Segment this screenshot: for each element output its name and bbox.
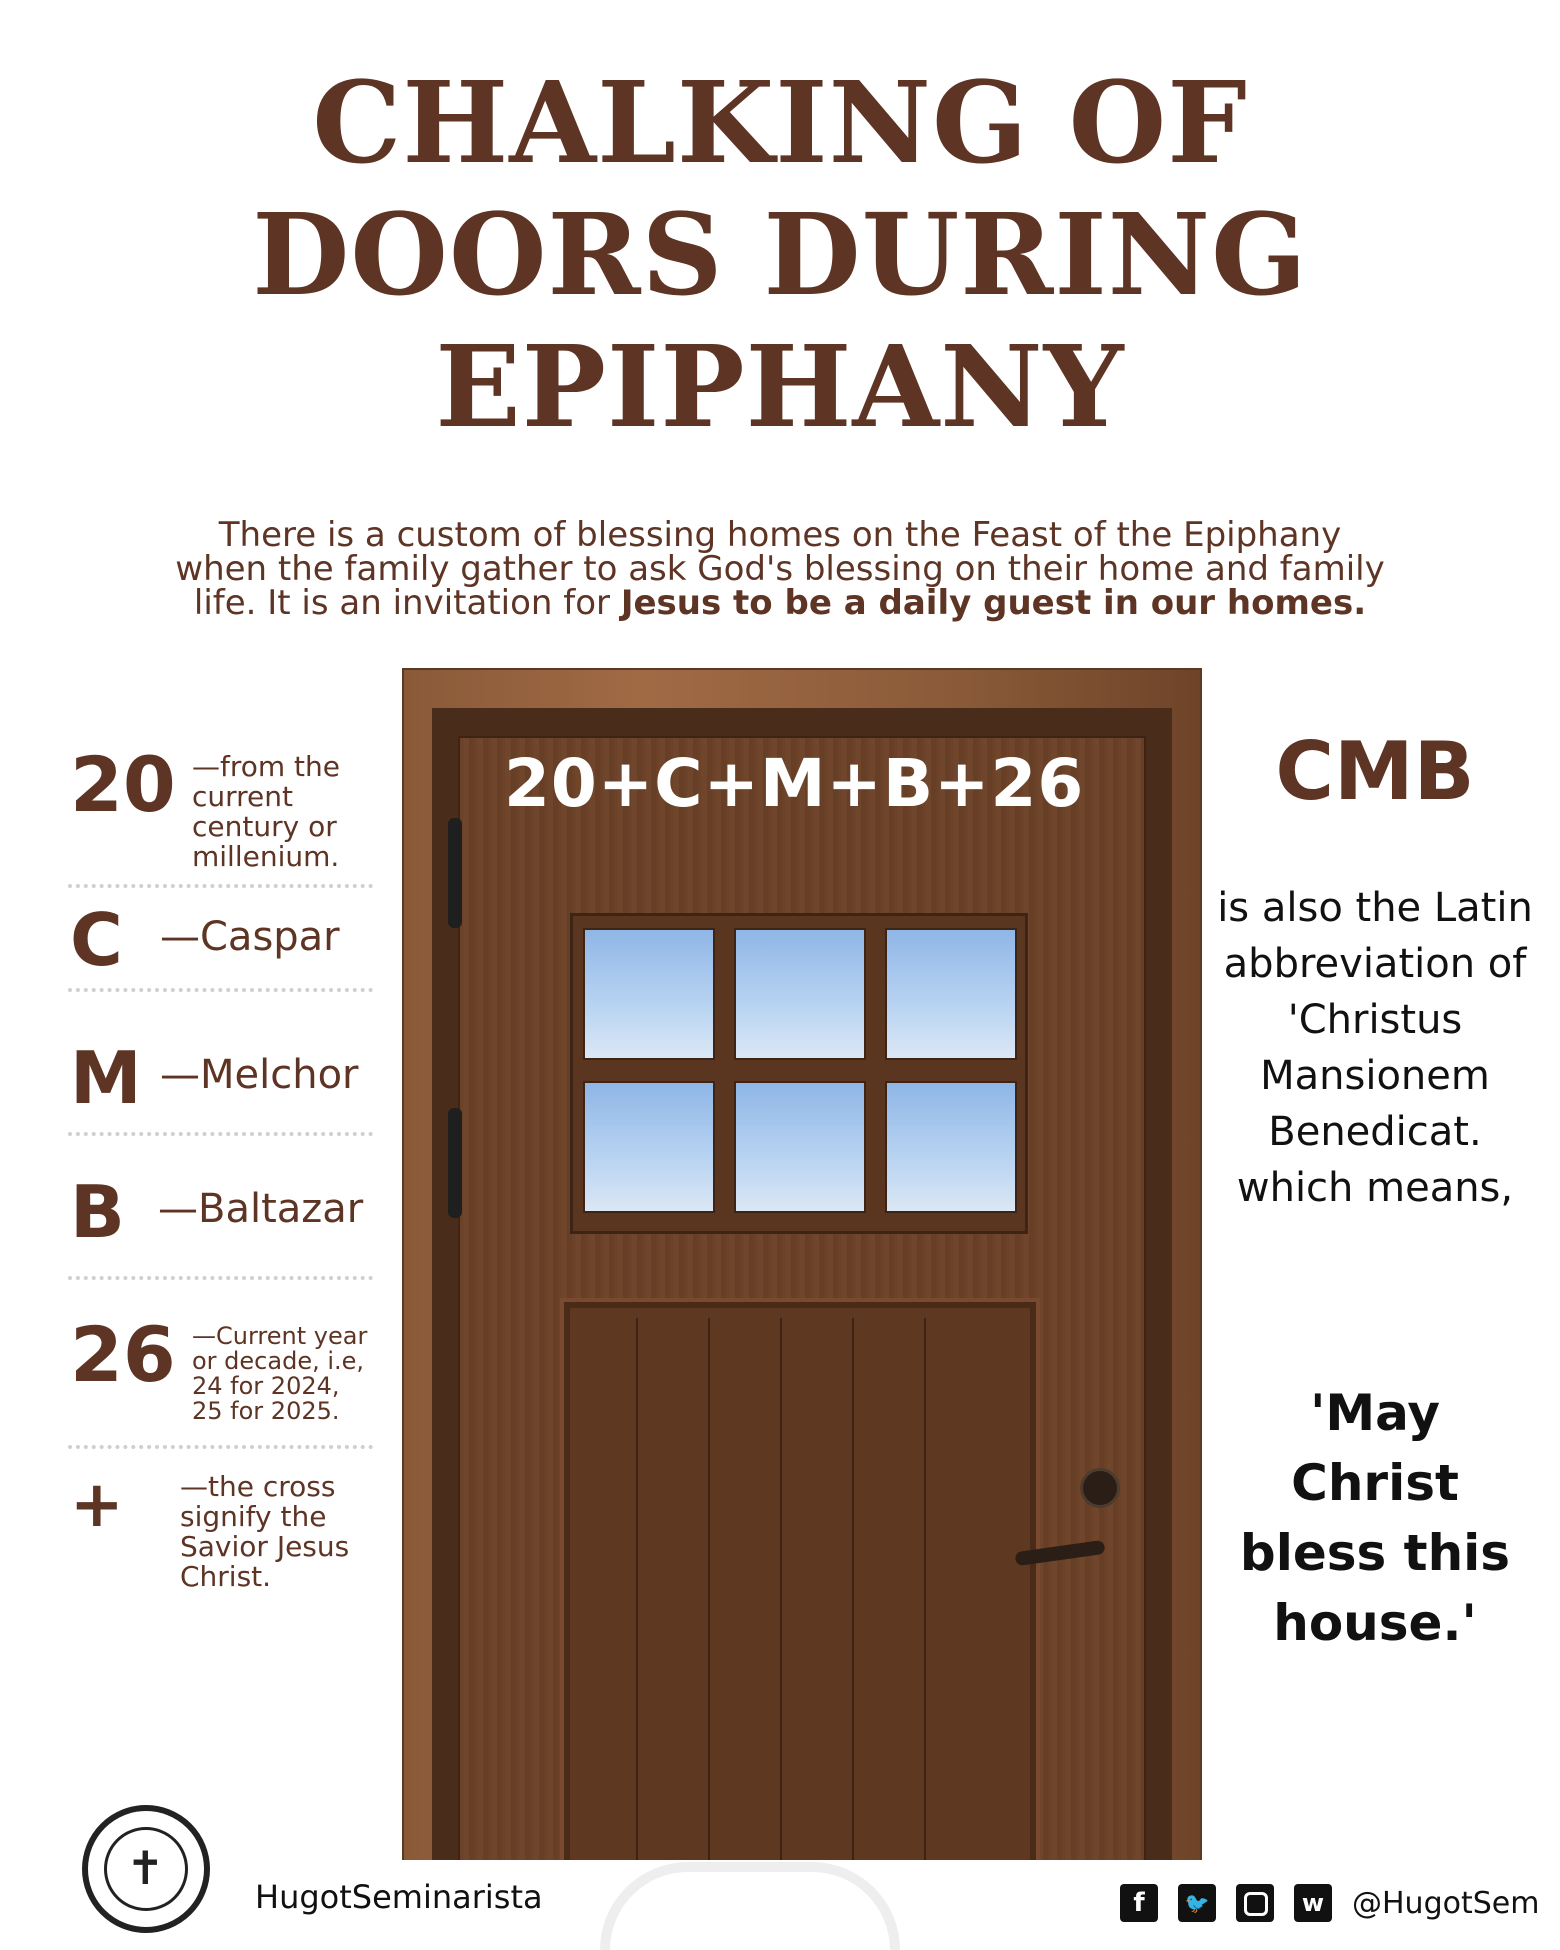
title-line-2: DOORS DURING (252, 190, 1308, 321)
legend-text: —from the current century or millenium. (192, 750, 341, 873)
legend-text: —Current year or decade, i.e, 24 for 2024, 25 for 2025. (192, 1322, 368, 1425)
legend-item-20 (70, 740, 375, 880)
panel-groove (852, 1318, 854, 1920)
cross-icon: ✝ (126, 1841, 165, 1895)
panel-groove (924, 1318, 926, 1920)
instagram-icon[interactable] (1236, 1884, 1274, 1922)
title-line-1: CHALKING OF (312, 58, 1248, 189)
divider (68, 1132, 373, 1136)
intro-line-3-plain: life. It is an invitation for (193, 583, 621, 623)
window-pane (583, 928, 715, 1060)
intro-line-3-bold: Jesus to be a daily guest in our homes. (620, 583, 1367, 623)
hinge-icon (448, 818, 462, 928)
panel-groove (636, 1318, 638, 1920)
window-pane (734, 928, 866, 1060)
brand-name[interactable]: HugotSeminarista (255, 1878, 543, 1916)
window-pane (583, 1081, 715, 1213)
watermark-logo (600, 1862, 900, 1950)
title-line-3: EPIPHANY (435, 322, 1125, 453)
legend-key: C (70, 898, 123, 982)
cmb-heading: CMB (1275, 725, 1475, 818)
window-pane (885, 1081, 1017, 1213)
legend-text: —Baltazar (158, 1186, 364, 1232)
legend-key: + (70, 1468, 124, 1542)
legend-key: 26 (70, 1310, 176, 1399)
divider (68, 884, 373, 888)
legend-text: —the cross signify the Savior Jesus Christ. (180, 1470, 350, 1593)
divider (68, 988, 373, 992)
window-pane (734, 1081, 866, 1213)
panel-groove (708, 1318, 710, 1920)
legend-item-26 (70, 1310, 375, 1440)
cmb-explanation: is also the Latin abbreviation of 'Christus Mansionem Benedicat. which means, (1217, 885, 1533, 1211)
legend-item-m (70, 1036, 375, 1126)
facebook-icon[interactable]: f (1120, 1884, 1158, 1922)
intro-paragraph (100, 515, 1460, 623)
door-lock-icon (1080, 1468, 1120, 1508)
legend-key: 20 (70, 740, 176, 829)
legend-item-b (70, 1170, 375, 1260)
hinge-icon (448, 1108, 462, 1218)
door-window (570, 913, 1028, 1234)
divider (68, 1276, 373, 1280)
wattpad-icon[interactable]: w (1294, 1884, 1332, 1922)
intro-line-1: There is a custom of blessing homes on the Feast of the Epiphany (218, 515, 1342, 555)
twitter-icon[interactable]: 🐦 (1178, 1884, 1216, 1922)
window-pane (885, 928, 1017, 1060)
intro-line-3 (100, 583, 1460, 623)
legend-text: —Melchor (160, 1052, 359, 1098)
panel-groove (780, 1318, 782, 1920)
door-image (402, 668, 1202, 1868)
instagram-glyph (1244, 1892, 1268, 1916)
social-handle[interactable]: @HugotSem (1352, 1886, 1540, 1921)
blessing-quote: 'May Christ bless this house.' (1239, 1384, 1511, 1652)
intro-line-2: when the family gather to ask God's blessing on their home and family (175, 549, 1385, 589)
legend-item-c (70, 898, 375, 988)
divider (68, 1445, 373, 1449)
door-lower-panel (560, 1298, 1040, 1924)
legend-text: —Caspar (160, 914, 340, 960)
door-slab (458, 736, 1146, 1868)
chalk-inscription: 20+C+M+B+26 (504, 745, 1085, 822)
legend-item-cross (70, 1464, 375, 1604)
legend-key: B (70, 1170, 125, 1254)
hugotseminarista-logo[interactable] (82, 1805, 210, 1933)
legend-key: M (70, 1036, 142, 1120)
page-title (0, 58, 1560, 454)
